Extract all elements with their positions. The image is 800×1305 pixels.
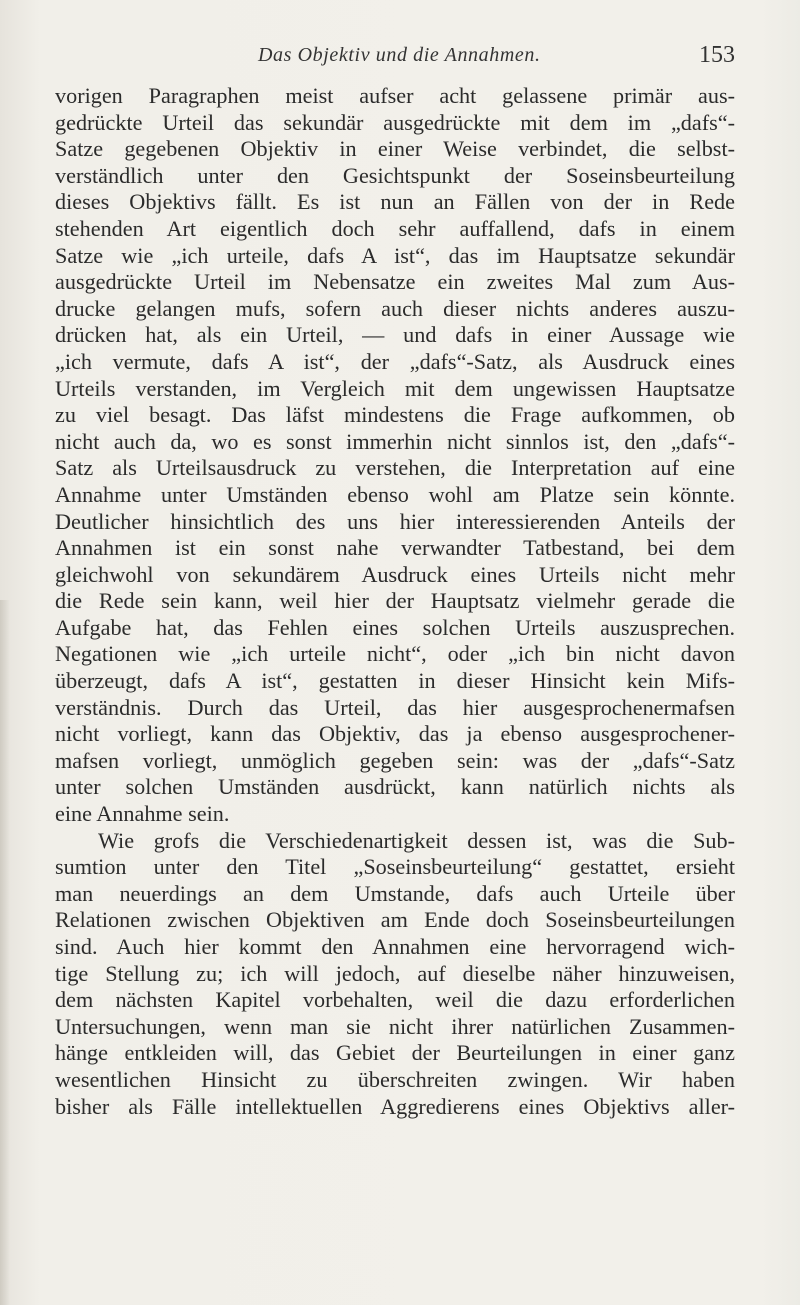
text-line: verständlich unter den Gesichtspunkt der Soseinsbeurteilung [55,162,735,188]
text-line: vorigen Paragraphen meist aufser acht gelassene primär aus- [55,83,735,108]
text-line: nicht auch da, wo es sonst immerhin nicht sinnlos ist, den „dafs“- [55,428,735,454]
text-line: Relationen zwischen Objektiven am Ende doch Soseinsbeurteilungen [55,907,735,933]
text-line: Satze gegebenen Objektiv in einer Weise verbindet, die selbst- [55,136,735,162]
text-line: sumtion unter den Titel „Soseinsbeurteilung“ gestattet, ersieht [55,854,735,880]
text-line: „ich vermute, dafs A ist“, der „dafs“-Satz, als Ausdruck eines [55,348,735,374]
text-line: man neuerdings an dem Umstande, dafs auch Urteile über [55,880,735,906]
text-line: Annahmen ist ein sonst nahe verwandter Tatbestand, bei dem [55,535,735,561]
text-line: zu viel besagt. Das läfst mindestens die Frage aufkommen, ob [55,402,735,428]
text-line: Aufgabe hat, das Fehlen eines solchen Urteils auszusprechen. [55,614,735,640]
text-line: stehenden Art eigentlich doch sehr auffallend, dafs in einem [55,215,735,241]
text-line: unter solchen Umständen ausdrückt, kann natürlich nichts als [55,774,735,800]
text-line: mafsen vorliegt, unmöglich gegeben sein: was der „dafs“-Satz [55,747,735,773]
text-line: Untersuchungen, wenn man sie nicht ihrer natürlichen Zusammen- [55,1013,735,1039]
text-line: dem nächsten Kapitel vorbehalten, weil die dazu erforderlichen [55,987,735,1013]
text-line: Negationen wie „ich urteile nicht“, oder „ich bin nicht davon [55,641,735,667]
paragraph-end-line: eine Annahme sein. [55,801,230,827]
text-line: gleichwohl von sekundärem Ausdruck eines Urteils nicht mehr [55,561,735,587]
page-number: 153 [699,42,735,68]
text-line: tige Stellung zu; ich will jedoch, auf dieselbe näher hinzuweisen, [55,960,735,986]
text-line: drucke gelangen mufs, sofern auch dieser nichts anderes auszu- [55,295,735,321]
text-line: Satz als Urteilsausdruck zu verstehen, die Interpretation auf eine [55,455,735,481]
text-line: Deutlicher hinsichtlich des uns hier interessierenden Anteils der [55,508,735,534]
text-line: drücken hat, als ein Urteil, — und dafs in einer Aussage wie [55,322,735,348]
text-line: Satze wie „ich urteile, dafs A ist“, das im Hauptsatze sekundär [55,242,735,268]
text-line: verständnis. Durch das Urteil, das hier ausgesprochenermafsen [55,694,735,720]
body-text [55,83,735,1120]
text-line: gedrückte Urteil das sekundär ausgedrückte mit dem im „dafs“- [55,109,735,135]
text-line: nicht vorliegt, kann das Objektiv, das ja ebenso ausgesprochener- [55,721,735,747]
text-line: ausgedrückte Urteil im Nebensatze ein zweites Mal zum Aus- [55,269,735,295]
text-line: die Rede sein kann, weil hier der Hauptsatz vielmehr gerade die [55,588,735,614]
page-header [55,42,735,82]
text-line: dieses Objektivs fällt. Es ist nun an Fällen von der in Rede [55,189,735,215]
text-line: bisher als Fälle intellektuellen Aggredierens eines Objektivs aller- [55,1093,735,1119]
paragraph-start-line: Wie grofs die Verschiedenartigkeit dessen ist, was die Sub- [98,827,735,853]
text-line: Annahme unter Umständen ebenso wohl am Platze sein könnte. [55,481,735,507]
text-line: hänge entkleiden will, das Gebiet der Beurteilungen in einer ganz [55,1040,735,1066]
text-line: wesentlichen Hinsicht zu überschreiten zwingen. Wir haben [55,1066,735,1092]
running-title: Das Objektiv und die Annahmen. [258,44,541,66]
text-line: sind. Auch hier kommt den Annahmen eine hervorragend wich- [55,934,735,959]
text-line: überzeugt, dafs A ist“, gestatten in dieser Hinsicht kein Mifs- [55,668,735,694]
text-line: Urteils verstanden, im Vergleich mit dem ungewissen Hauptsatze [55,375,735,401]
binding-shadow [0,600,10,1305]
